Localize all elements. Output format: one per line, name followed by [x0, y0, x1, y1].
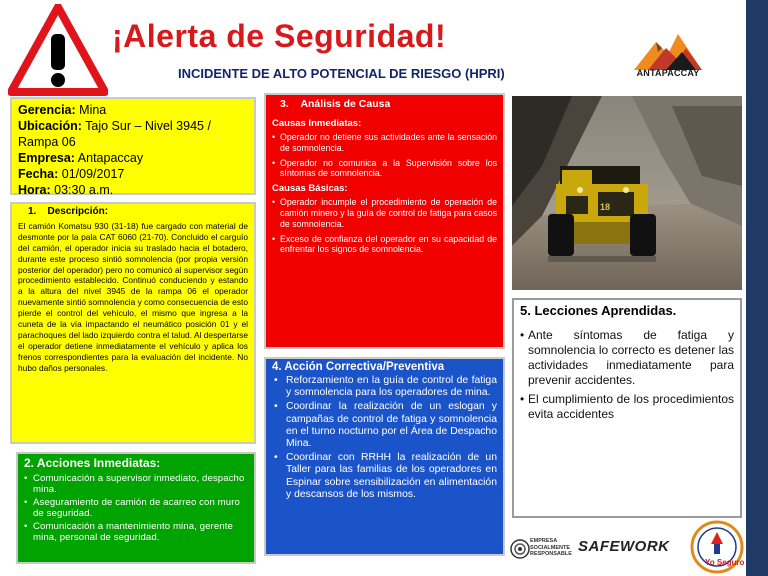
description-number: 1. — [28, 206, 37, 217]
analysis-title: Análisis de Causa — [300, 98, 391, 110]
list-item: • Reforzamiento en la guía de control de fatiga y somnolencia para los operadores de mina. — [272, 375, 497, 399]
immediate-actions-list — [24, 473, 248, 543]
empresa-row — [18, 150, 248, 166]
analysis-number: 3. — [280, 98, 289, 110]
list-item: • Operador no detiene sus actividades ante la sensación de somnolencia. — [272, 132, 497, 154]
corrective-action-heading: 4. Acción Correctiva/Preventiva — [272, 361, 445, 373]
description-title: Descripción: — [47, 206, 109, 217]
gerencia-label: Gerencia: — [18, 103, 76, 117]
right-edge-bar — [746, 0, 768, 576]
hora-label: Hora: — [18, 183, 51, 197]
list-item: • Operador no comunica a la Supervisión sobre los síntomas de somnolencia. — [272, 158, 497, 180]
list-item: • Coordinar con RRHH la realización de un Taller para las familias de los operadores en Espinar sobre sensibilización en alimentación y descansos de los mismos. — [272, 452, 497, 501]
lessons-learned-box — [512, 298, 742, 518]
list-item: • Coordinar la realización de un eslogan y campañas de control de fatiga y somnolencia en el turno nocturno por el Área de Despacho Mina. — [272, 401, 497, 450]
list-item: • Ante síntomas de fatiga y somnolencia lo correcto es detener las actividades inmediatamente para prevenir accidentes. — [520, 328, 734, 388]
empresa-value: Antapaccay — [77, 151, 144, 165]
ubicacion-value: Tajo Sur – Nivel 3945 / Rampa 06 — [18, 119, 211, 149]
description-text: El camión Komatsu 930 (31-18) fue cargado con material de desmonte por la pala CAT 6060 (21-70). Concluido el carguío del camión, el operador inicia su traslado hacia el botadero, durante este proceso sintió somnolencia (por propia versión posterior del operador) pero no comunicó al supervisor según procedimiento establecido. Continuó conduciendo y estando a la altura del nivel 3945 de la rampa 06 el operador nuevamente sintió somnolencia y como consecuencia de esto pierde el control del vehículo, el mismo que ingresa a la cuneta de la vía impactando el neumático posición 01 y el parachoques del lado izquierdo contra el talud. Al despertarse el operador detiene inmediatamente el vehículo y aplica los frenos correspondientes para la evaluación del incidente. No hubo daños personales. — [18, 220, 248, 373]
gerencia-value: Mina — [79, 103, 107, 117]
page-title: ¡Alerta de Seguridad! — [112, 18, 447, 54]
list-item: • Exceso de confianza del operador en su capacidad de enfrentar los signos de somnolencia. — [272, 234, 497, 256]
immediate-actions-box — [16, 452, 256, 564]
empresa-label: Empresa: — [18, 151, 75, 165]
safework-text: SAFEWORK — [578, 538, 670, 555]
description-heading — [18, 207, 248, 218]
list-item: • Comunicación a supervisor inmediato, despacho mina. — [24, 473, 248, 495]
description-box — [10, 202, 256, 444]
lessons-heading: 5. Lecciones Aprendidas. — [520, 303, 677, 318]
safework-logo — [578, 538, 670, 555]
page-subtitle: INCIDENTE DE ALTO POTENCIAL DE RIESGO (HPRI) — [178, 66, 505, 81]
hora-row — [18, 182, 248, 198]
ubicacion-row — [18, 118, 248, 150]
basic-causes-title: Causas Básicas: — [272, 183, 348, 195]
cause-analysis-box — [264, 93, 505, 349]
haul-truck-photo — [512, 96, 742, 290]
fecha-label: Fecha: — [18, 167, 59, 181]
corrective-action-list — [272, 375, 497, 501]
list-item: • Aseguramiento de camión de acarreo con muro de seguridad. — [24, 497, 248, 519]
basic-causes-list — [272, 197, 497, 255]
ubicacion-label: Ubicación: — [18, 119, 82, 133]
hora-value: 03:30 a.m. — [54, 183, 114, 197]
list-item: • El cumplimiento de los procedimientos evita accidentes — [520, 392, 734, 422]
esr-label: EMPRESA SOCIALMENTE RESPONSABLE — [530, 538, 572, 557]
analysis-heading — [272, 98, 497, 110]
list-item: • Operador incumple el procedimiento de operación de camión minero y la guía de control de fatiga para casos de somnolencia. — [272, 197, 497, 229]
gerencia-row — [18, 102, 248, 118]
incident-info-box — [10, 97, 256, 195]
immediate-causes-list — [272, 132, 497, 179]
logo-wordmark: ANTAPACCAY — [636, 68, 700, 78]
yo-seguro-badge-icon — [690, 520, 744, 574]
immediate-actions-heading: 2. Acciones Inmediatas: — [24, 456, 161, 470]
yo-seguro-text: Yo Seguro — [705, 558, 744, 567]
svg-text:18: 18 — [600, 202, 611, 212]
lessons-list — [520, 328, 734, 422]
immediate-causes-title: Causas Inmediatas: — [272, 118, 362, 129]
fecha-value: 01/09/2017 — [61, 167, 125, 181]
fecha-row — [18, 166, 248, 182]
warning-triangle-icon — [8, 4, 108, 96]
corrective-action-box — [264, 357, 505, 556]
list-item: • Comunicación a mantenimiento mina, gerente mina, personal de seguridad. — [24, 521, 248, 543]
